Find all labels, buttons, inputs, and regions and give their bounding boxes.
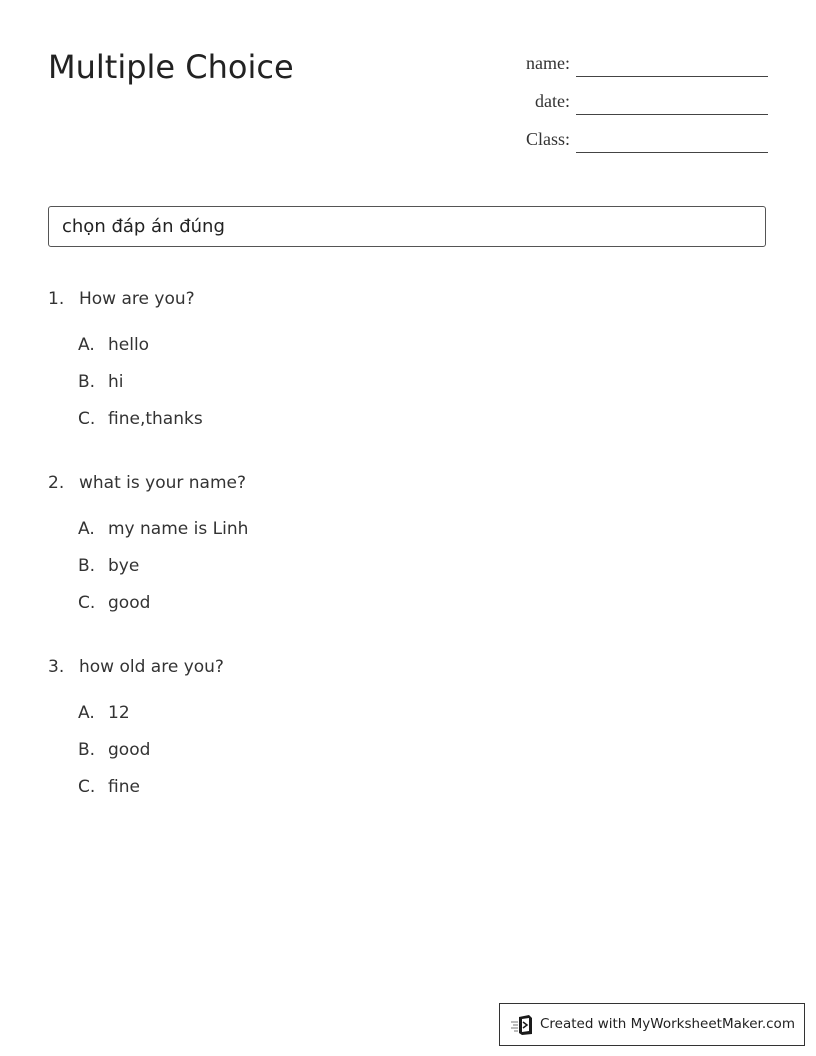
option-letter: C. (78, 777, 96, 797)
created-with-text[interactable]: Created with MyWorksheetMaker.com (540, 1016, 795, 1032)
question-number: 1. (48, 289, 65, 309)
instructions-box (48, 206, 766, 247)
question-number: 2. (48, 473, 65, 493)
option-letter: A. (78, 519, 95, 539)
option-letter: C. (78, 409, 96, 429)
worksheet-maker-logo-icon (510, 1014, 534, 1036)
name-field (500, 50, 768, 88)
option-text: 12 (108, 703, 130, 723)
name-blank-line[interactable] (576, 76, 768, 77)
question-number: 3. (48, 657, 65, 677)
option-letter: C. (78, 593, 96, 613)
option-text: fine,thanks (108, 409, 203, 429)
option-text: hello (108, 335, 150, 355)
option-text: fine (108, 777, 140, 797)
question-text: what is your name? (79, 473, 247, 493)
created-with-badge[interactable] (499, 1003, 805, 1046)
option-letter: B. (78, 372, 96, 392)
class-label: Class: (525, 129, 570, 149)
name-label: name: (526, 53, 570, 73)
class-field (500, 126, 768, 164)
option-text: good (108, 740, 151, 760)
student-info-fields (500, 50, 768, 164)
option-letter: B. (78, 740, 96, 760)
question-text: How are you? (79, 289, 195, 309)
date-field (500, 88, 768, 126)
option-text: hi (108, 372, 124, 392)
option-text: my name is Linh (108, 519, 249, 539)
instructions-text: chọn đáp án đúng (62, 216, 225, 237)
date-label: date: (535, 91, 570, 111)
class-blank-line[interactable] (576, 152, 768, 153)
page-title: Multiple Choice (48, 48, 294, 86)
option-letter: A. (78, 335, 95, 355)
option-text: bye (108, 556, 140, 576)
option-text: good (108, 593, 151, 613)
date-blank-line[interactable] (576, 114, 768, 115)
option-letter: B. (78, 556, 96, 576)
question-text: how old are you? (79, 657, 224, 677)
option-letter: A. (78, 703, 95, 723)
